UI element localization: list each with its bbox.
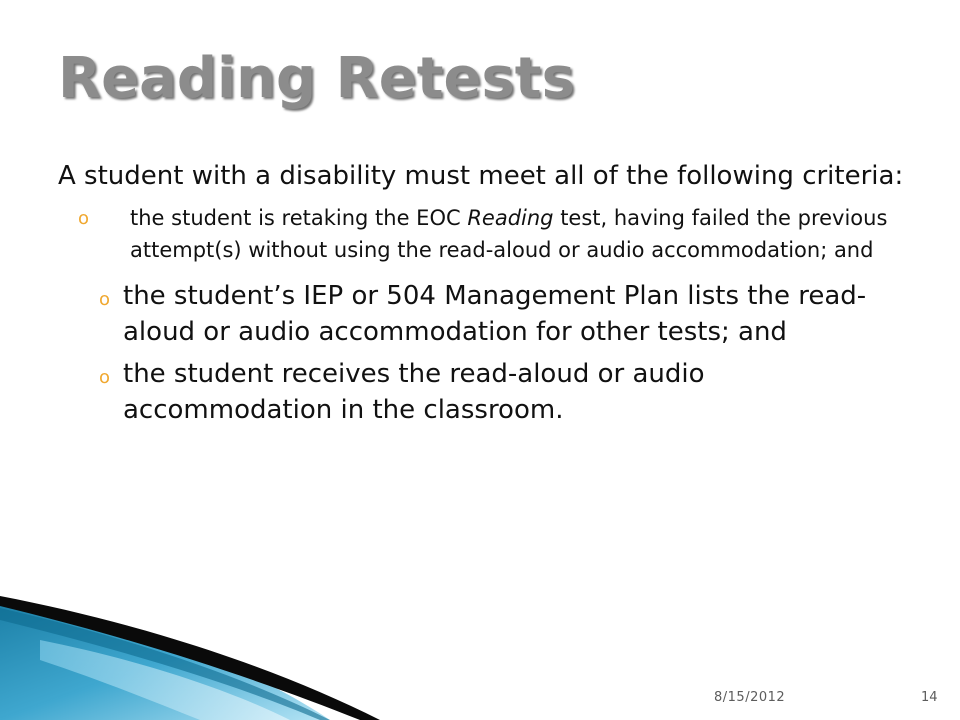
criteria-item-1-italic: Reading: [467, 206, 554, 230]
criteria-item-2: [58, 278, 908, 350]
bullet-icon: o: [99, 289, 111, 310]
criteria-item-1-text-after: test, having failed the previous attempt(s) without using the read-aloud or audio accommodation; and: [130, 206, 888, 262]
criteria-item-3: [58, 356, 908, 428]
criteria-item-1-text-before: the student is retaking the EOC: [130, 206, 468, 230]
slide-body: [58, 158, 908, 434]
slide-title: Reading Retests: [58, 46, 575, 111]
criteria-item-1: [58, 202, 908, 266]
bullet-icon: o: [99, 367, 111, 388]
criteria-intro: A student with a disability must meet all of the following criteria:: [58, 161, 904, 191]
page-number: 14: [921, 690, 938, 705]
criteria-item-2-text: the student’s IEP or 504 Management Plan lists the read-aloud or audio accommodation for other tests; and: [123, 281, 867, 347]
criteria-item-3-text: the student receives the read-aloud or audio accommodation in the classroom.: [123, 359, 705, 425]
bullet-icon: o: [78, 208, 90, 229]
footer-date: 8/15/2012: [714, 690, 786, 705]
